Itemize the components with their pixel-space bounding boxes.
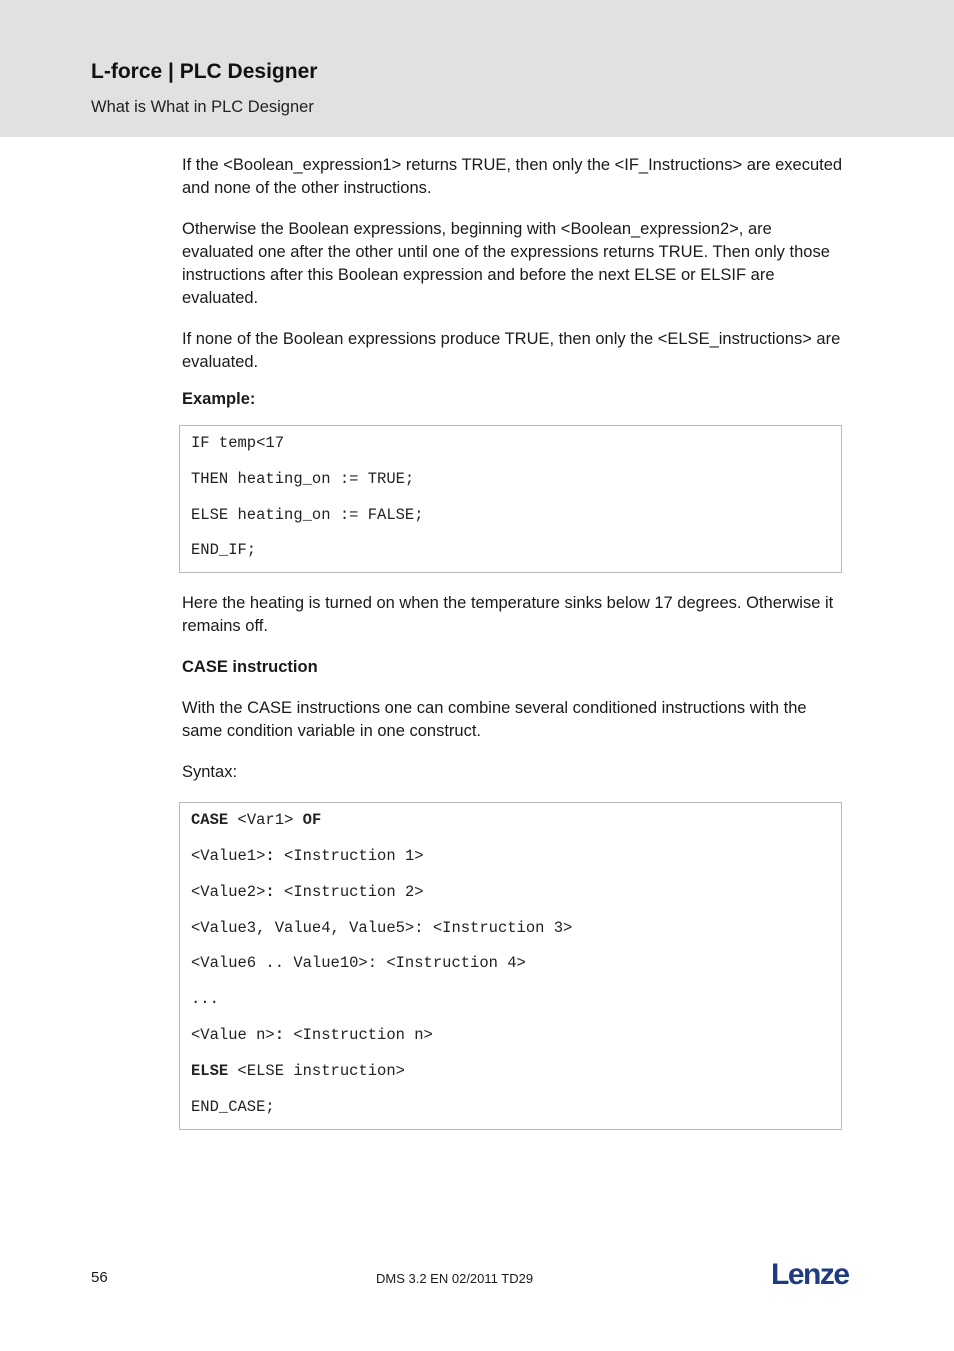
code-line: ELSE heating_on := FALSE; <box>191 506 424 524</box>
code-keyword: ELSE <box>191 1062 229 1080</box>
case-heading: CASE instruction <box>182 658 318 676</box>
code-line <box>191 1024 433 1047</box>
code-keyword: : <box>274 1026 285 1044</box>
syntax-label: Syntax: <box>182 763 238 781</box>
code-line: IF temp<17 <box>191 434 285 452</box>
code-line: <Value3, Value4, Value5>: <Instruction 3> <box>191 919 573 937</box>
code-keyword: : <box>265 847 275 865</box>
document-id: DMS 3.2 EN 02/2011 TD29 <box>376 1271 534 1286</box>
code-text: <Instruction n> <box>284 1026 433 1044</box>
lenze-logo: Lenze <box>771 1258 849 1291</box>
code-line: END_CASE; <box>191 1098 275 1116</box>
code-keyword: OF <box>302 811 322 829</box>
section-subtitle: What is What in PLC Designer <box>91 98 314 116</box>
code-text: <Var1> <box>228 811 303 829</box>
code-keyword: CASE <box>191 811 229 829</box>
code-line: END_IF; <box>191 541 257 559</box>
code-text: <ELSE instruction> <box>228 1062 405 1080</box>
code-line: <Value6 .. Value10>: <Instruction 4> <box>191 954 526 972</box>
code-text: <Instruction 1> <box>274 847 424 865</box>
code-line <box>191 881 424 904</box>
code-line: ... <box>191 990 219 1008</box>
code-line <box>191 845 424 868</box>
paragraph-if-true: If the <Boolean_expression1> returns TRUE, then only the <IF_Instructions> are executed and none of the other instructions. <box>182 156 843 197</box>
syntax-code-box <box>179 802 842 1130</box>
paragraph-elsif: Otherwise the Boolean expressions, beginning with <Boolean_expression2>, are evaluated one after the other until one of the expressions returns TRUE. Then only those instructions after this Boolean expression and before the next ELSE or ELSIF are evaluated. <box>182 220 830 307</box>
document-title: L-force | PLC Designer <box>91 60 318 83</box>
paragraph-case-description: With the CASE instructions one can combine several conditioned instructions with the same condition variable in one construct. <box>182 699 807 740</box>
code-line: THEN heating_on := TRUE; <box>191 470 415 488</box>
example-code-box <box>179 425 842 573</box>
page-header <box>0 0 954 137</box>
page-number: 56 <box>91 1269 108 1286</box>
code-line <box>191 1060 405 1083</box>
example-label: Example: <box>182 390 256 408</box>
code-keyword: : <box>265 883 275 901</box>
code-line <box>191 809 321 832</box>
code-text: <Value1> <box>191 847 266 865</box>
paragraph-heating-explanation: Here the heating is turned on when the temperature sinks below 17 degrees. Otherwise it remains off. <box>182 594 834 635</box>
code-text: <Value n> <box>191 1026 275 1044</box>
code-text: <Instruction 2> <box>274 883 424 901</box>
paragraph-else: If none of the Boolean expressions produce TRUE, then only the <ELSE_instructions> are evaluated. <box>182 330 841 371</box>
code-text: <Value2> <box>191 883 266 901</box>
